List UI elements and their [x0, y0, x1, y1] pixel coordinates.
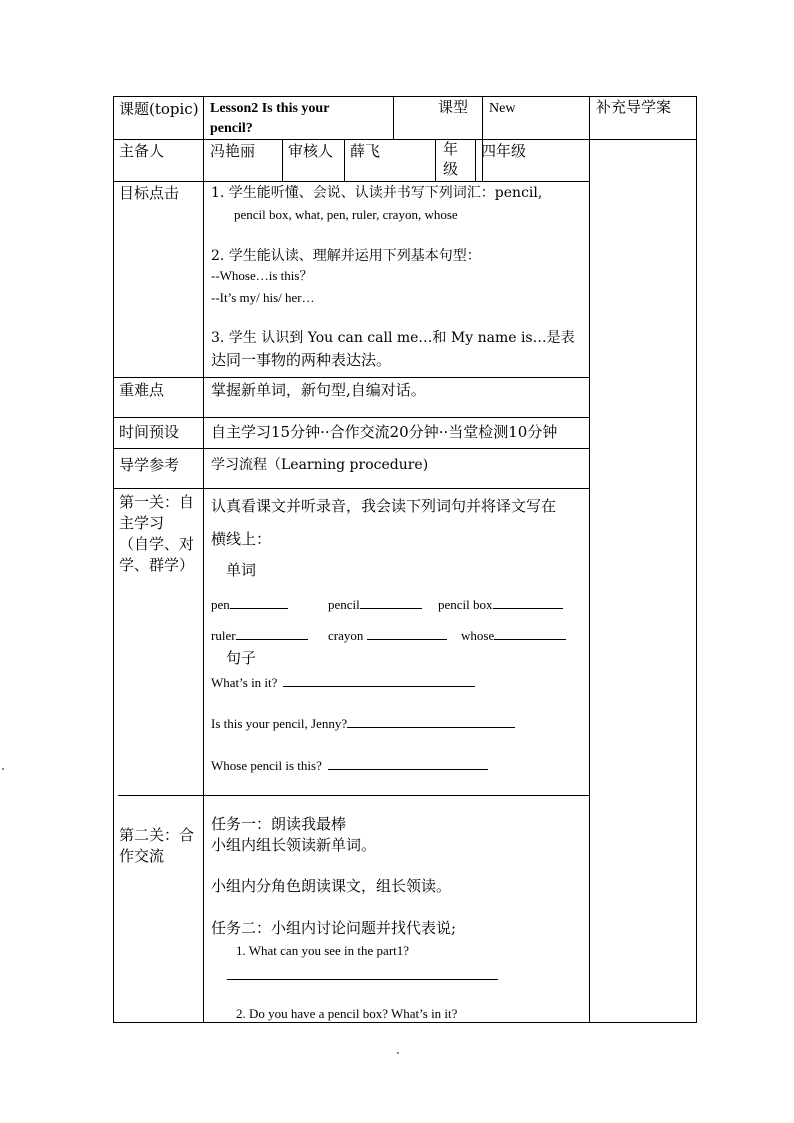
- stage1-label-line4: 学、群学）: [119, 556, 195, 574]
- question-2: 2. Do you have a pencil box? What’s in it?: [236, 1006, 458, 1021]
- preparer-label: 主备人: [119, 142, 165, 160]
- objective-2-line3: --It’s my/ his/ her…: [211, 290, 315, 305]
- task1-title: 任务一：朗读我最棒: [211, 815, 347, 833]
- answer-blank[interactable]: [360, 596, 422, 609]
- task1-line2: 小组内分角色朗读课文，组长领读。: [211, 877, 452, 895]
- word-ruler: ruler: [211, 627, 308, 644]
- words-heading: 单词: [226, 561, 257, 579]
- sentences-heading: 句子: [226, 649, 257, 667]
- grade-label-2: 级: [443, 160, 459, 178]
- footer-mark: [397, 1052, 399, 1054]
- question-1: 1. What can you see in the part1?: [236, 943, 410, 958]
- objective-2-line1: 2. 学生能认读、理解并运用下列基本句型：: [211, 248, 481, 264]
- task1-line1: 小组内组长领读新单词。: [211, 836, 377, 854]
- answer-blank[interactable]: [347, 715, 515, 728]
- margin-mark: [2, 768, 4, 770]
- answer-blank[interactable]: [494, 627, 566, 640]
- grade-label-1: 年: [443, 140, 459, 158]
- objective-2-line2: --Whose…is this？: [211, 268, 313, 283]
- reviewer-name: 薛飞: [350, 142, 381, 160]
- answer-blank[interactable]: [230, 596, 288, 609]
- guide-text: 学习流程（Learning procedure): [211, 457, 429, 473]
- type-value: New: [489, 101, 516, 116]
- objective-1-line1: 1. 学生能听懂、会说、认读并书写下列词汇：pencil,: [211, 185, 543, 201]
- objectives-label: 目标点击: [119, 184, 180, 202]
- answer-blank[interactable]: [283, 674, 475, 687]
- task2-title: 任务二：小组内讨论问题并找代表说;: [211, 919, 457, 937]
- answer-blank[interactable]: [493, 596, 563, 609]
- key-points-text: 掌握新单词，新句型,自编对话。: [211, 381, 426, 399]
- sentence-1: What’s in it?: [211, 674, 475, 691]
- word-pencil: pencil: [328, 596, 422, 613]
- time-plan-label: 时间预设: [119, 423, 180, 441]
- type-label: 课型: [438, 98, 469, 116]
- answer-blank[interactable]: [328, 757, 488, 770]
- key-points-label: 重难点: [119, 381, 165, 399]
- word-crayon: crayon: [328, 627, 447, 644]
- guide-label: 导学参考: [119, 456, 180, 474]
- answer-blank[interactable]: [236, 627, 308, 640]
- topic-label: 课题(topic): [119, 100, 199, 118]
- objective-3-line2: 达同一事物的两种表达法。: [211, 351, 392, 369]
- grade-value: 四年级: [481, 142, 527, 160]
- stage1-intro-line1: 认真看课文并听录音，我会读下列词句并将译文写在: [211, 497, 557, 515]
- objective-1-line2: pencil box, what, pen, ruler, crayon, whose: [234, 207, 458, 222]
- reviewer-label: 审核人: [288, 142, 334, 160]
- stage2-label-line1: 第二关：合: [119, 826, 195, 844]
- sentence-3: Whose pencil is this?: [211, 757, 488, 774]
- word-pencil-box: pencil box: [438, 596, 563, 613]
- word-whose: whose: [461, 627, 566, 644]
- supplement-label: 补充导学案: [596, 98, 672, 116]
- answer-line[interactable]: [227, 967, 498, 980]
- answer-blank[interactable]: [367, 627, 447, 640]
- stage1-label-line3: （自学、对: [119, 535, 195, 553]
- time-plan-text: 自主学习15分钟··合作交流20分钟··当堂检测10分钟: [211, 423, 558, 441]
- stage1-label-line1: 第一关：自: [119, 493, 195, 511]
- stage1-label-line2: 主学习: [119, 514, 165, 532]
- preparer-name: 冯艳丽: [210, 142, 256, 160]
- objective-3-line1: 3. 学生 认识到 You can call me…和 My name is…是表: [211, 330, 575, 346]
- lesson-title-line2: pencil?: [210, 121, 253, 136]
- sentence-2: Is this your pencil, Jenny?: [211, 715, 515, 732]
- word-pen: pen: [211, 596, 288, 613]
- lesson-title-line1: Lesson2 Is this your: [210, 101, 330, 116]
- stage2-label-line2: 作交流: [119, 847, 165, 865]
- stage1-intro-line2: 横线上：: [211, 530, 272, 548]
